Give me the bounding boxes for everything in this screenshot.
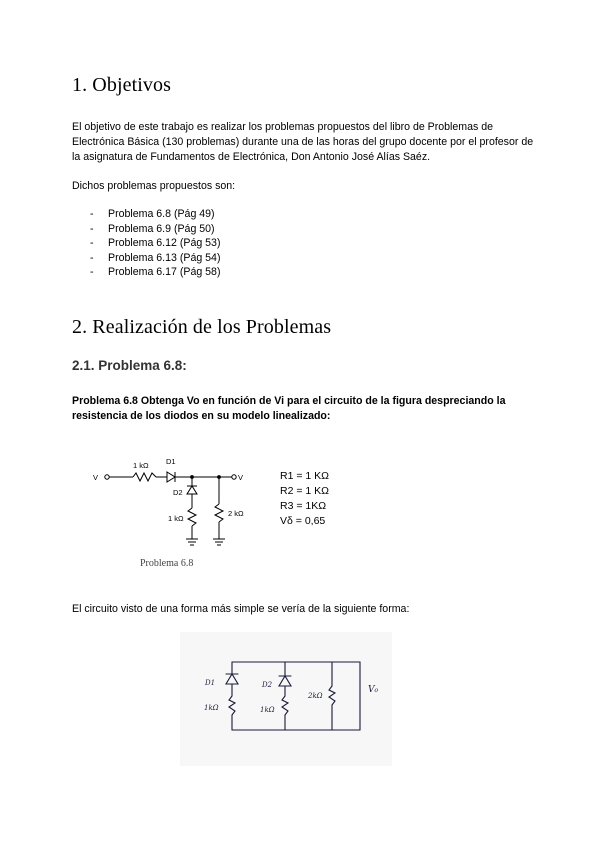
list-item-text: Problema 6.12 (Pág 53) [108, 237, 221, 250]
value-vdelta: Vδ = 0,65 [280, 515, 326, 527]
input-terminal [105, 475, 109, 479]
series-resistor-label: 1 kΩ [133, 461, 149, 470]
value-r3: R3 = 1KΩ [280, 500, 327, 512]
load-resistor-label: 2 kΩ [228, 509, 244, 518]
hand-d2-label: D2 [262, 681, 273, 689]
hand-r3-label: 2kΩ [308, 692, 323, 700]
simplified-circuit-figure [180, 632, 392, 766]
problems-list [90, 207, 220, 280]
list-item-text: Problema 6.13 (Pág 54) [108, 251, 221, 264]
load-resistor [215, 504, 223, 522]
list-item [90, 236, 220, 251]
objectives-paragraph: El objetivo de este trabajo es realizar los problemas propuestos del libro de Problemas de Electrónica Básica (130 problemas) durante una de las horas del grupo docente por el profesor de la asignatura de Fundamentos de Electrónica, Don Antonio José Alías Saéz. [72, 121, 534, 163]
list-intro: Dichos problemas propuestos son: [72, 180, 236, 192]
value-r1: R1 = 1 KΩ [280, 470, 329, 482]
list-item [90, 251, 220, 266]
list-item-text: Problema 6.8 (Pág 49) [108, 208, 215, 220]
section-2-title: 2. Realización de los Problemas [72, 316, 332, 338]
d1-label: D1 [166, 457, 176, 466]
list-bullet: - [90, 251, 94, 264]
hand-output-label: V₀ [368, 685, 379, 695]
circuit-figure [88, 448, 388, 573]
output-terminal [232, 475, 236, 479]
input-label: V [93, 473, 99, 482]
list-item [90, 207, 220, 222]
hand-r1-label: 1kΩ [204, 704, 219, 712]
value-r2: R2 = 1 KΩ [280, 485, 329, 497]
d2-label: D2 [173, 488, 183, 497]
hand-d1-label: D1 [205, 679, 216, 687]
subsection-title: 2.1. Problema 6.8: [72, 358, 187, 373]
figure-caption: Problema 6.8 [140, 558, 194, 569]
d2-resistor-label: 1 kΩ [168, 514, 184, 523]
list-item-text: Problema 6.17 (Pág 58) [108, 266, 221, 279]
simple-circuit-text: El circuito visto de una forma más simple se vería de la siguiente forma: [72, 603, 410, 615]
list-bullet: - [90, 237, 94, 250]
d2-resistor [188, 508, 196, 526]
series-resistor [133, 473, 156, 481]
diode-d1 [167, 472, 175, 482]
hand-r2-label: 1kΩ [260, 706, 275, 714]
list-item [90, 222, 220, 237]
output-label: V [238, 473, 244, 482]
section-1-title: 1. Objetivos [72, 74, 171, 96]
list-item-text: Problema 6.9 (Pág 50) [108, 222, 215, 235]
list-item [90, 265, 220, 280]
diode-d2 [187, 486, 197, 494]
list-bullet: - [90, 266, 94, 279]
problem-statement: Problema 6.8 Obtenga Vo en función de Vi para el circuito de la figura despreciando la resistencia de los diodos en su modelo linealizado: [72, 395, 506, 422]
list-bullet: - [90, 222, 94, 235]
list-bullet: - [90, 208, 94, 220]
